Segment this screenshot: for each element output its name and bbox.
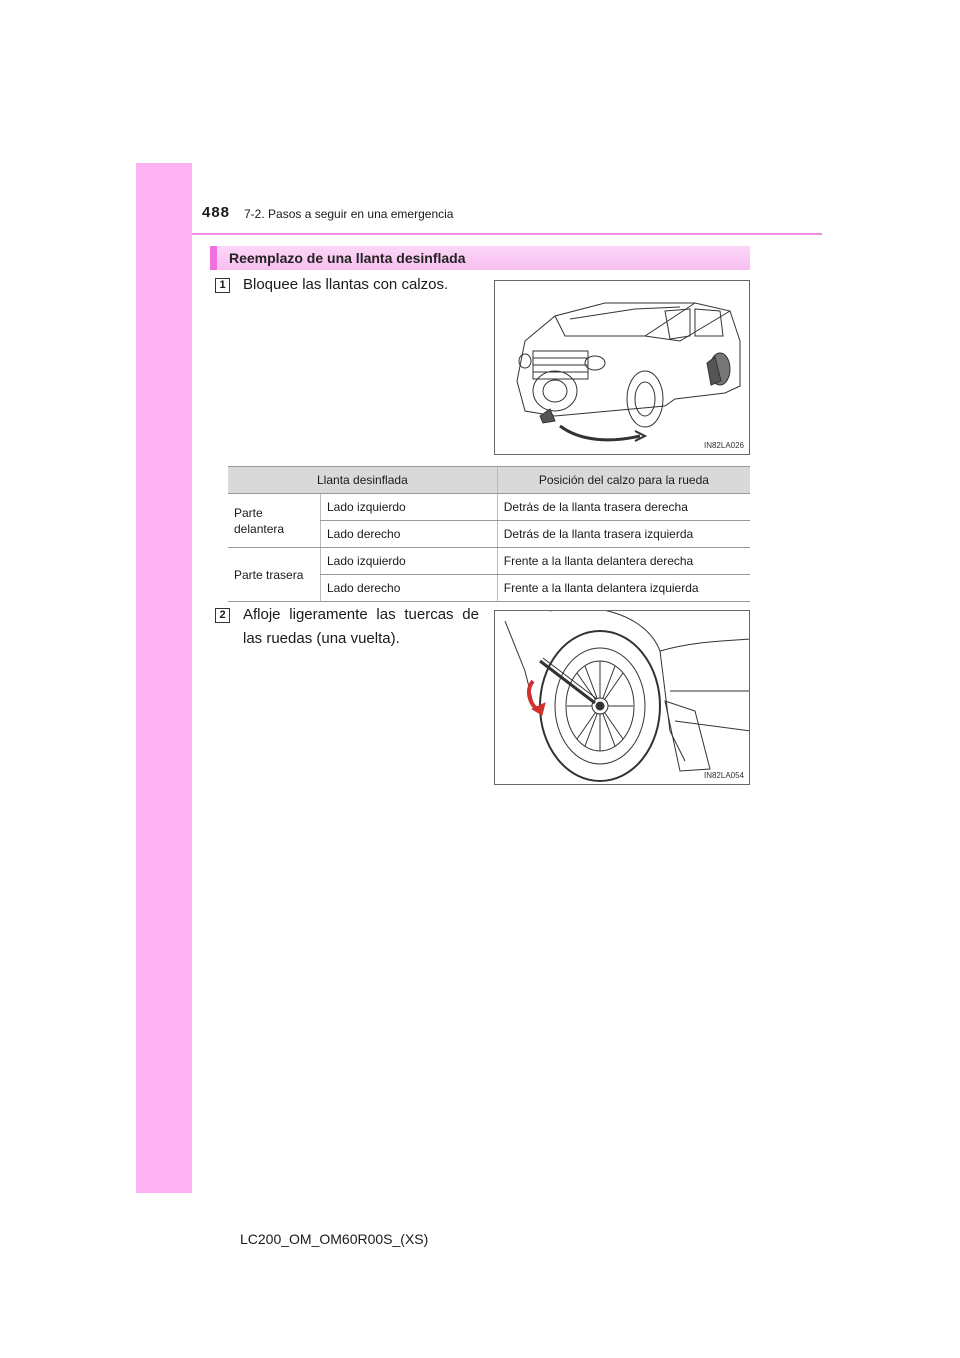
table-header-chock-position: Posición del calzo para la rueda	[497, 467, 750, 494]
page-number: 488	[202, 204, 231, 221]
figure-1-code: IN82LA026	[703, 441, 744, 450]
table-cell-position: Detrás de la llanta trasera izquierda	[497, 521, 750, 548]
header-divider	[192, 233, 822, 235]
step-1-number: 1	[215, 278, 230, 293]
table-header-flat-tire: Llanta desinflada	[228, 467, 497, 494]
chapter-title: 7-2. Pasos a seguir en una emergencia	[244, 207, 454, 221]
step-1-text: Bloquee las llantas con calzos.	[243, 276, 449, 293]
group-label-rear: Parte trasera	[228, 548, 321, 602]
section-title: Reemplazo de una llanta desinflada	[229, 250, 466, 266]
side-color-band	[136, 163, 192, 1193]
table-cell-position: Frente a la llanta delantera derecha	[497, 548, 750, 575]
table-cell-side: Lado derecho	[321, 521, 498, 548]
step-2-number: 2	[215, 608, 230, 623]
vehicle-wheel-chock-illustration	[495, 281, 750, 455]
table-cell-side: Lado izquierdo	[321, 548, 498, 575]
figure-vehicle-chock	[494, 280, 750, 455]
group-label-front: Parte delantera	[228, 494, 321, 548]
table-cell-position: Detrás de la llanta trasera derecha	[497, 494, 750, 521]
chock-position-table	[228, 466, 750, 602]
document-footer: LC200_OM_OM60R00S_(XS)	[240, 1231, 429, 1247]
step-2-text-line-1: Afloje ligeramente las tuercas de	[243, 606, 479, 623]
figure-2-code: IN82LA054	[703, 771, 744, 780]
table-row	[228, 548, 750, 575]
table-row	[228, 494, 750, 521]
step-2-text-line-2: las ruedas (una vuelta).	[243, 630, 400, 647]
step-2-text	[243, 603, 479, 651]
table-cell-side: Lado izquierdo	[321, 494, 498, 521]
table-cell-side: Lado derecho	[321, 575, 498, 602]
section-heading-bar	[210, 246, 750, 270]
wheel-nut-wrench-illustration	[495, 611, 750, 785]
table-cell-position: Frente a la llanta delantera izquierda	[497, 575, 750, 602]
figure-wheel-nut	[494, 610, 750, 785]
